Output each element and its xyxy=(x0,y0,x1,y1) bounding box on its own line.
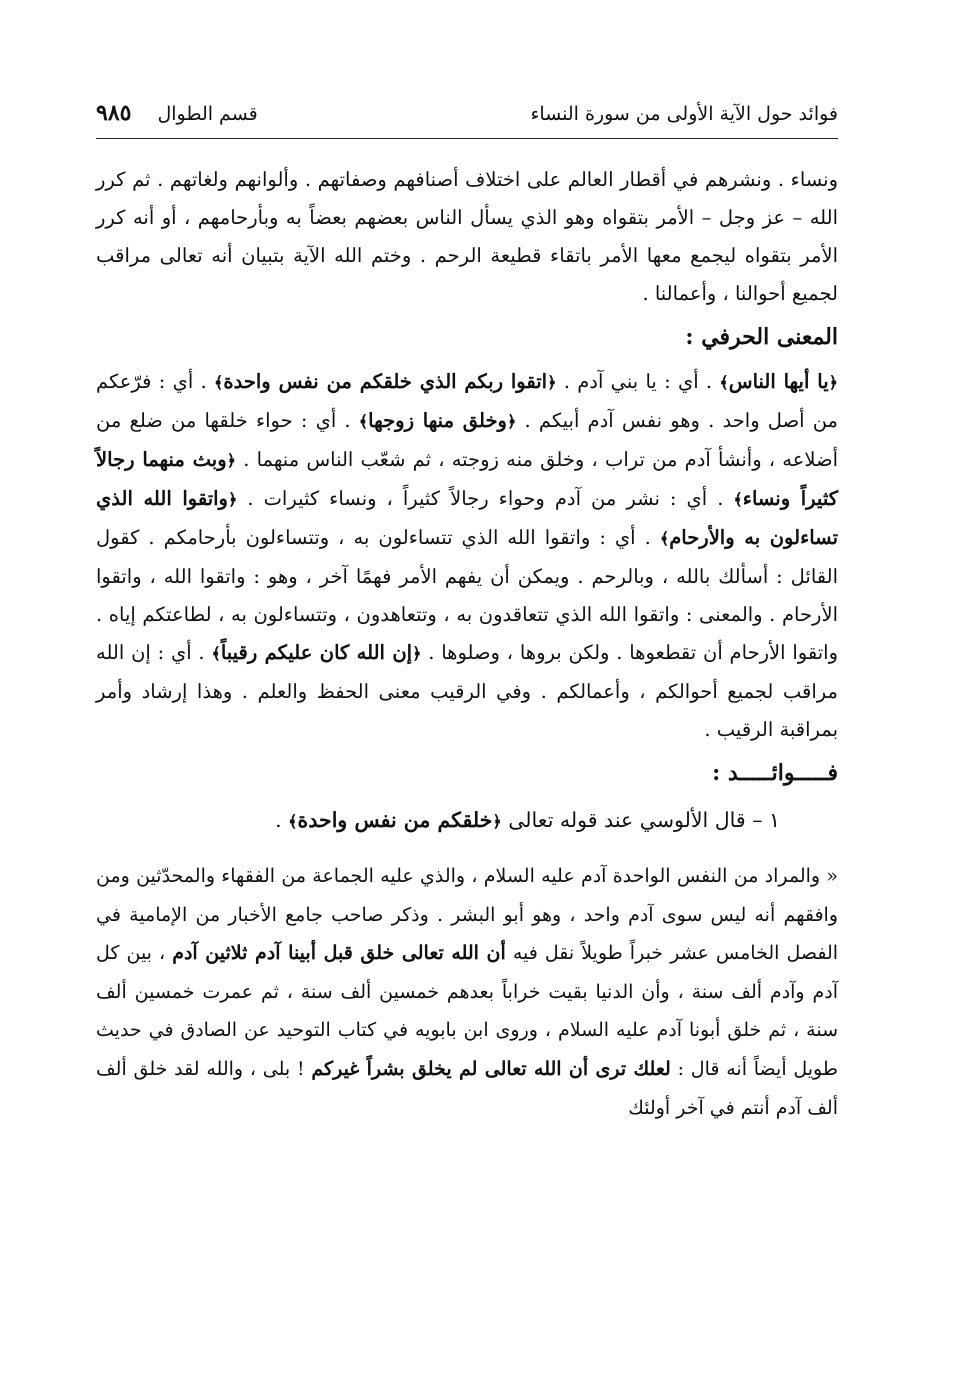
quran-quote: يا أيها الناس xyxy=(728,370,829,393)
explanation-text: . أي : يا بني آدم . xyxy=(556,370,720,393)
open-bracket: ﴿ xyxy=(227,490,238,509)
quran-quote: وبث منهما رجالاً كثيراً ونساء xyxy=(96,448,838,510)
benefits-heading: فـــــوائـــــد : xyxy=(712,760,838,786)
explanation-text: . أي : حواء خلقها من ضلع من أضلاعه ، وأنشأ آدم من تراب ، وخلق منه زوجته ، ثم شعّب الناس منهما . xyxy=(96,409,839,471)
part-title: قسم الطوال xyxy=(157,103,258,125)
open-bracket: ﴿ xyxy=(547,373,557,392)
close-bracket: ﴾ xyxy=(211,644,221,663)
explanation-text: . أي : واتقوا الله الذي تتساءلون به ، وتتساءلون بأرحامكم . كقول القائل : أسألك بالله ، وبالرحم . ويمكن أن يفهم الأمر فهمًا آخر ، وهو : واتقوا الله ، واتقوا الأرحام . والمعنى : واتقوا الله الذي تتعاقدون به ، وتتعاهدون ، وتتساءلون به ، لطاعتكم إياه . واتقوا الأرحام أن تقطعوها . ولكن بروها ، وصلوها . xyxy=(96,526,838,664)
quran-quote: واتقوا الله الذي تساءلون به والأرحام xyxy=(96,487,839,549)
close-bracket: ﴾ xyxy=(719,373,729,392)
close-bracket: ﴾ xyxy=(659,529,670,548)
explanation-text: . أي : نشر من آدم وحواء رجالاً كثيراً ، ونساء كثيرات . xyxy=(237,487,734,510)
alusi-quotation xyxy=(96,857,838,1127)
quotation-text: ! بلى ، والله لقد خلق ألف ألف آدم أنتم في آخر أولئك xyxy=(96,1057,838,1119)
book-page xyxy=(96,100,838,1127)
quran-quote: إن الله كان عليكم رقيباً xyxy=(220,641,413,664)
intro-paragraph: ونساء . ونشرهم في أقطار العالم على اختلاف أصنافهم وصفاتهم . وألوانهم ولغاتهم . ثم كرر الله – عز وجل – الأمر بتقواه وهو الذي يسأل الناس بعضهم بعضاً به وبأرحامهم ، أو أنه كرر الأمر بتقواه ليجمع معها الأمر باتقاء قطيعة الرحم . وختم الله الآية بتبيان أنه تعالى مراقب لجميع أحوالنا ، وأعمالنا . xyxy=(96,168,838,305)
literal-meaning-paragraph xyxy=(96,363,838,749)
quotation-emphasis: أن الله تعالى خلق قبل أبينا آدم ثلاثين آدم xyxy=(172,942,506,965)
open-bracket: ﴿ xyxy=(492,812,502,831)
open-bracket: ﴿ xyxy=(506,412,517,431)
section-title: فوائد حول الآية الأولى من سورة النساء xyxy=(530,103,838,125)
explanation-text: . أي : فرّعكم من أصل واحد . وهو نفس آدم أبيكم . xyxy=(96,370,839,432)
quotation-text: ، بين كل آدم وآدم ألف سنة ، وأن الدنيا بقيت خراباً بعدهم خمسين ألف سنة ، ثم عمرت خمسين ألف سنة ، ثم خلق أبونا آدم عليه السلام ، وروى ابن بابويه في كتاب التوحيد عن الصادق في حديث طويل أيضاً أنه قال : xyxy=(96,942,838,1080)
quran-quote: وخلق منها زوجها xyxy=(368,409,507,432)
close-bracket: ﴾ xyxy=(214,373,224,392)
open-bracket: ﴿ xyxy=(226,451,237,470)
open-bracket: ﴿ xyxy=(412,644,422,663)
open-bracket: ﴿ xyxy=(828,373,838,392)
close-bracket: ﴾ xyxy=(733,490,743,509)
quran-quote: خلقكم من نفس واحدة xyxy=(297,808,493,832)
benefit-item-1 xyxy=(96,799,838,843)
close-bracket: ﴾ xyxy=(288,812,298,831)
header-left-group xyxy=(96,100,258,126)
page-number: ٩٨٥ xyxy=(96,100,132,126)
explanation-text: . أي : إن الله مراقب لجميع أحوالكم ، وأعمالكم . وفي الرقيب معنى الحفظ والعلم . وهذا إرشاد وأمر بمراقبة الرقيب . xyxy=(96,641,838,741)
close-bracket: ﴾ xyxy=(358,412,369,431)
quotation-text: « والمراد من النفس الواحدة آدم عليه السلام ، والذي عليه الجماعة من الفقهاء والمحدّثين ومن وافقهم أنه ليس سوى آدم واحد ، وهو أبو البشر . وذكر صاحب جامع الأخبار من الإمامية في الفصل الخامس عشر خبراً طويلاً نقل فيه xyxy=(96,865,839,965)
literal-meaning-heading: المعنى الحرفي : xyxy=(685,324,838,350)
quotation-emphasis: لعلك ترى أن الله تعالى لم يخلق بشراً غيركم xyxy=(311,1057,671,1080)
running-header xyxy=(96,100,838,139)
quran-quote: اتقوا ربكم الذي خلقكم من نفس واحدة xyxy=(223,370,548,393)
benefit-item-1-prefix: ١ – قال الألوسي عند قوله تعالى xyxy=(501,808,780,832)
benefit-item-1-suffix: . xyxy=(275,808,289,832)
